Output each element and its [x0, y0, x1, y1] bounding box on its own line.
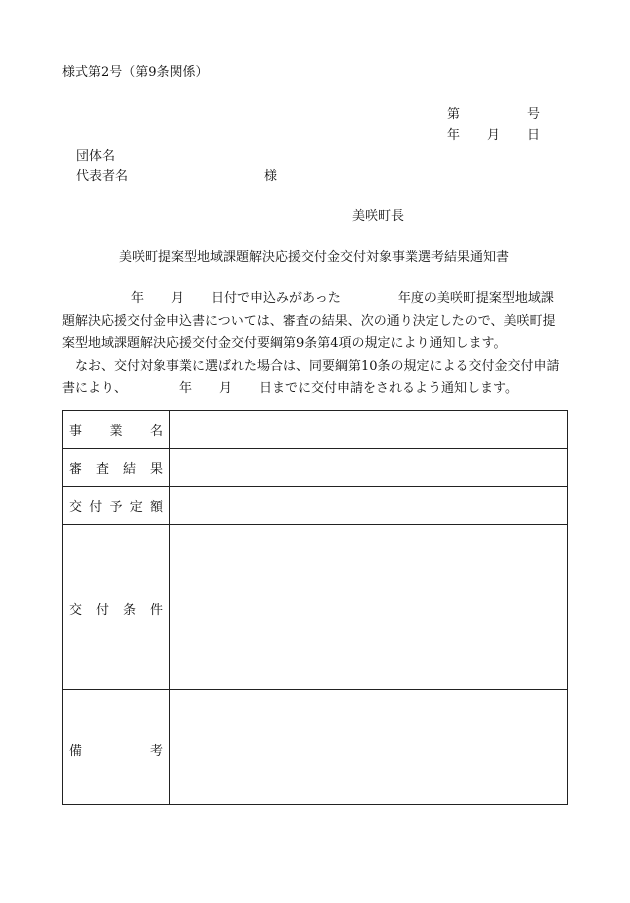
row-label-project-name: 事 業 名	[63, 411, 170, 449]
document-title: 美咲町提案型地域課題解決応援交付金交付対象事業選考結果通知書	[119, 250, 510, 265]
row-value-project-name[interactable]	[170, 411, 568, 449]
honorific: 様	[264, 169, 278, 184]
body-line-5	[62, 378, 572, 401]
body-day-text: 日付で申込みがあった	[211, 291, 341, 306]
body-fiscal-year: 年度の美咲町提案型地域課	[397, 291, 554, 306]
body-month: 月	[171, 291, 185, 306]
body-line5-month: 月	[219, 381, 233, 396]
body-text	[62, 288, 572, 401]
row-value-review-result[interactable]	[170, 449, 568, 487]
body-line-1	[62, 288, 572, 311]
doc-number-prefix: 第	[447, 107, 461, 122]
table-row	[63, 449, 568, 487]
body-line-2: 題解決応援交付金申込書については、審査の結果、次の通り決定したので、美咲町提	[62, 313, 556, 329]
row-label-grant-conditions: 交 付 条 件	[63, 525, 170, 690]
date-day: 日	[527, 128, 541, 143]
row-label-grant-amount: 交 付 予 定 額	[63, 487, 170, 525]
body-year: 年	[131, 291, 145, 306]
row-value-remarks[interactable]	[170, 690, 568, 805]
body-line-4: なお、交付対象事業に選ばれた場合は、同要綱第10条の規定による交付金交付申請	[75, 358, 560, 374]
representative-label: 代表者名	[76, 169, 129, 184]
row-value-grant-amount[interactable]	[170, 487, 568, 525]
body-line5-start: 書により、	[62, 381, 128, 396]
date-year: 年	[447, 128, 461, 143]
table-row	[63, 690, 568, 805]
table-row	[63, 411, 568, 449]
row-value-grant-conditions[interactable]	[170, 525, 568, 690]
body-line-3: 案型地域課題解決応援交付金交付要綱第9条第4項の規定により通知します。	[62, 336, 507, 351]
body-line5-end: 日までに交付申請をされるよう通知します。	[259, 381, 519, 396]
sender-name: 美咲町長	[352, 209, 405, 224]
body-line5-year: 年	[179, 381, 193, 396]
date-month: 月	[487, 128, 501, 143]
result-table	[62, 410, 568, 805]
form-id: 様式第2号（第9条関係）	[62, 65, 209, 80]
doc-number-suffix: 号	[527, 107, 541, 122]
row-label-remarks: 備 考	[63, 690, 170, 805]
table-row	[63, 525, 568, 690]
row-label-review-result: 審 査 結 果	[63, 449, 170, 487]
table-row	[63, 487, 568, 525]
org-name-label: 団体名	[76, 149, 116, 164]
